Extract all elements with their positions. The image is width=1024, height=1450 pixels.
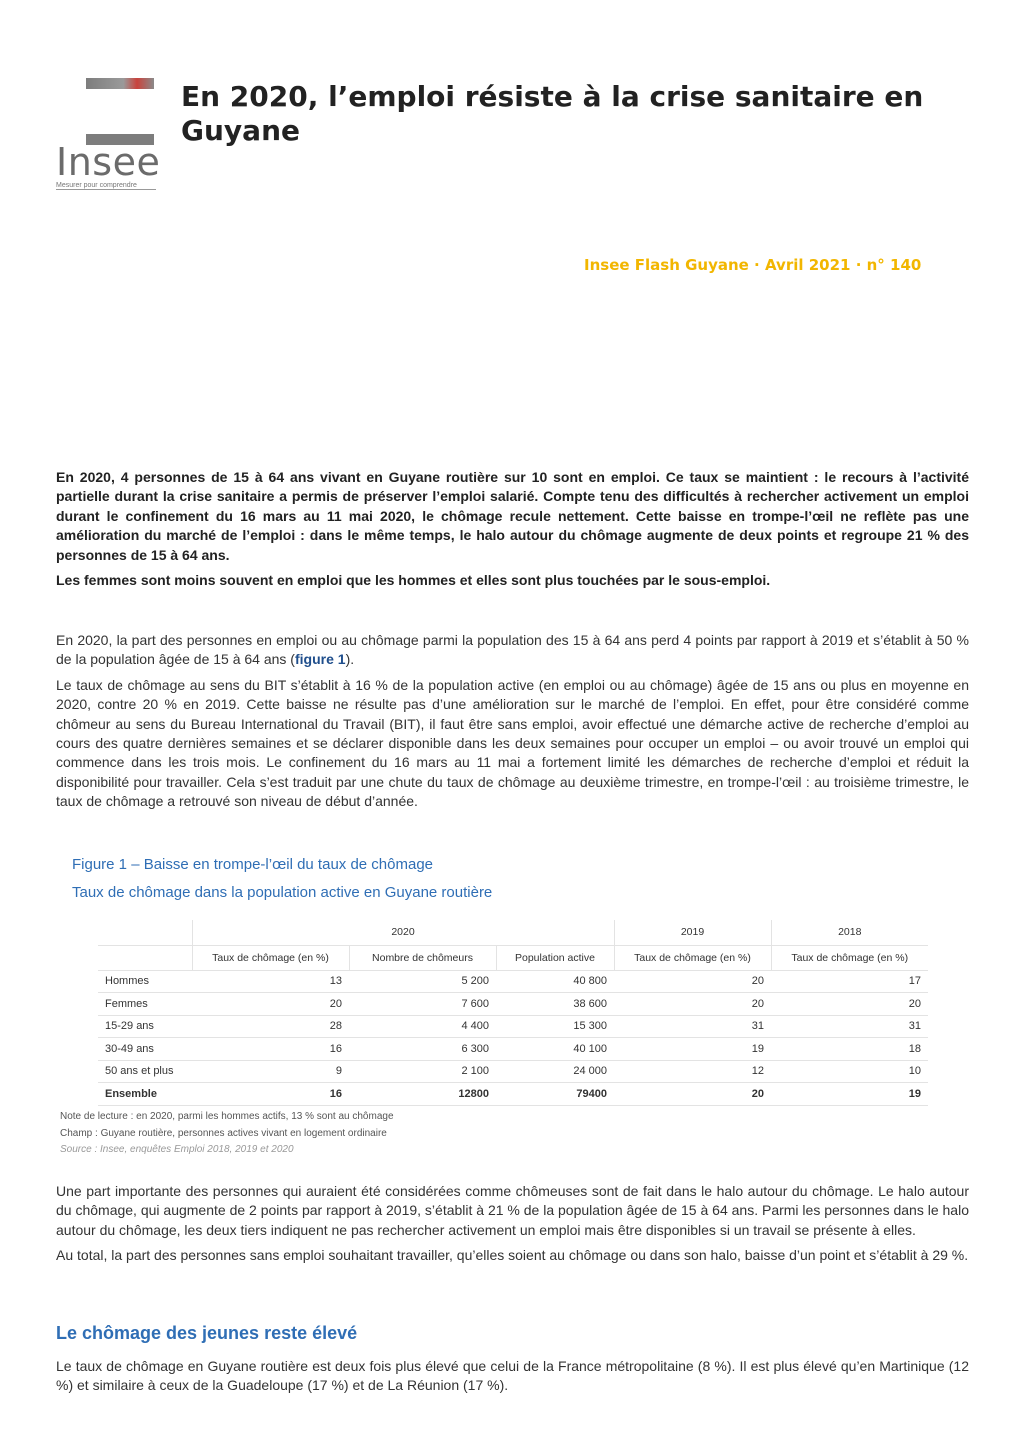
figure-notes	[60, 1109, 394, 1159]
table-cell: 40 100	[496, 1038, 614, 1061]
row-label: Ensemble	[98, 1083, 192, 1106]
body-section-3	[56, 1357, 969, 1396]
table-cell: 9	[192, 1060, 349, 1083]
row-label: 30-49 ans	[98, 1038, 192, 1061]
logo-bar-top	[86, 78, 154, 89]
table-cell: 7 600	[349, 993, 496, 1016]
table-cell: 12	[614, 1060, 771, 1083]
body-section-2	[56, 1182, 969, 1266]
table-cell: 6 300	[349, 1038, 496, 1061]
column-header: Taux de chômage (en %)	[771, 945, 928, 970]
table-cell: 79400	[496, 1083, 614, 1106]
table-cell: 31	[614, 1015, 771, 1038]
table-cell: 20	[614, 993, 771, 1016]
column-header: Population active	[496, 945, 614, 970]
table-cell: 12800	[349, 1083, 496, 1106]
table-cell: 4 400	[349, 1015, 496, 1038]
table-cell: 19	[771, 1083, 928, 1106]
insee-logo	[56, 78, 161, 196]
scope-note: Champ : Guyane routière, personnes actives vivant en logement ordinaire	[60, 1127, 387, 1139]
table-total-row	[98, 1083, 928, 1106]
table-cell: 19	[614, 1038, 771, 1061]
column-header: Taux de chômage (en %)	[614, 945, 771, 970]
table-cell: 16	[192, 1038, 349, 1061]
column-header: Taux de chômage (en %)	[192, 945, 349, 970]
table-cell: 20	[192, 993, 349, 1016]
table-cell: 40 800	[496, 970, 614, 993]
table-row	[98, 970, 928, 993]
table-cell: 17	[771, 970, 928, 993]
table-cell: 5 200	[349, 970, 496, 993]
body-paragraph: Le taux de chômage au sens du BIT s’établit à 16 % de la population active (en emploi ou au chômage) âgée de 15 ans ou plus en moyenne en 2020, contre 20 % en 2019. Cette baisse ne résulte pas d’une amélioration sur le marché de l’emploi. En effet, pour être considéré comme chômeur au sens du Bureau International du Travail (BIT), il faut être sans emploi, avoir effectué une démarche active de recherche d’emploi au cours des quatre dernières semaines et se déclarer disponible dans les deux semaines pour occuper un emploi – ou avoir trouvé un emploi qui commence dans les trois mois. Le confinement du 16 mars au 11 mai a fortement limité les démarches de recherche d’emploi et réduit la disponibilité pour travailler. Cela s’est traduit par une chute du taux de chômage au deuxième trimestre, en trompe-l’œil : au troisième trimestre, le taux de chômage a retrouvé son niveau de début d’année.	[56, 676, 969, 810]
table-cell: 24 000	[496, 1060, 614, 1083]
table-cell: 20	[614, 1083, 771, 1106]
summary-paragraph: Les femmes sont moins souvent en emploi que les hommes et elles sont plus touchées par le sous-emploi.	[56, 572, 771, 589]
body-paragraph: Au total, la part des personnes sans emploi souhaitant travailler, qu’elles soient au chômage ou dans son halo, baisse d’un point et s’établit à 29 %.	[56, 1247, 969, 1264]
table-row	[98, 1060, 928, 1083]
paragraph-end: ).	[345, 651, 355, 668]
section-heading: Le chômage des jeunes reste élevé	[56, 1323, 358, 1343]
table-cell: 13	[192, 970, 349, 993]
body-paragraph: Le taux de chômage en Guyane routière est deux fois plus élevé que celui de la France métropolitaine (8 %). Il est plus élevé qu’en Martinique (12 %) et similaire à ceux de la Guadeloupe (17 %) et de La Réunion (17 %).	[56, 1358, 969, 1394]
body-paragraph: Une part importante des personnes qui auraient été considérées comme chômeuses sont de fait dans le halo autour du chômage. Le halo autour du chômage, qui augmente de 2 points par rapport à 2019, s’établit à 21 % de la population âgée de 15 à 64 ans. Parmi les personnes dans le halo autour du chômage, les deux tiers indiquent ne pas rechercher activement un emploi mais être disponibles si un travail se présente à elles.	[56, 1183, 969, 1238]
logo-wordmark: Insee	[56, 140, 161, 184]
table-cell: 38 600	[496, 993, 614, 1016]
table-cell: 31	[771, 1015, 928, 1038]
table-corner	[98, 945, 192, 970]
table-row	[98, 1015, 928, 1038]
unemployment-table	[98, 920, 928, 1106]
table-cell: 16	[192, 1083, 349, 1106]
table-row	[98, 1038, 928, 1061]
source-note: Source : Insee, enquêtes Emploi 2018, 2019 et 2020	[60, 1144, 294, 1155]
logo-tagline: Mesurer pour comprendre	[56, 182, 156, 190]
table-cell: 20	[771, 993, 928, 1016]
table-cell: 15 300	[496, 1015, 614, 1038]
table-corner	[98, 920, 192, 945]
figure-1-link[interactable]: figure 1	[294, 651, 346, 668]
year-header: 2019	[614, 920, 771, 945]
paragraph-text: En 2020, la part des personnes en emploi ou au chômage parmi la population des 15 à 64 ans perd 4 points par rapport à 2019 et s’établit à 50 % de la population âgée de 15 à 64 ans (	[56, 632, 969, 668]
summary-paragraph: En 2020, 4 personnes de 15 à 64 ans vivant en Guyane routière sur 10 sont en emploi. Ce taux se maintient : le recours à l’activité partielle durant la crise sanitaire a permis de préserver l’emploi salarié. Compte tenu des difficultés à rechercher activement un emploi durant le confinement du 16 mars au 11 mai 2020, le chômage recule nettement. Cette baisse en trompe-l’œil ne reflète pas une amélioration du marché de l’emploi : dans le même temps, le halo autour du chômage augmente de deux points et regroupe 21 % des personnes de 15 à 64 ans.	[56, 469, 969, 563]
table-cell: 18	[771, 1038, 928, 1061]
year-header: 2020	[192, 920, 614, 945]
table-column-row	[98, 945, 928, 970]
row-label: Femmes	[98, 993, 192, 1016]
body-section-1	[56, 631, 969, 812]
row-label: 15-29 ans	[98, 1015, 192, 1038]
body-paragraph	[56, 631, 969, 670]
figure-title: Figure 1 – Baisse en trompe-l’œil du taux de chômage	[72, 856, 434, 873]
row-label: 50 ans et plus	[98, 1060, 192, 1083]
reading-note: Note de lecture : en 2020, parmi les hommes actifs, 13 % sont au chômage	[60, 1111, 394, 1122]
table-row	[98, 993, 928, 1016]
summary	[56, 468, 969, 590]
table-cell: 10	[771, 1060, 928, 1083]
publication-info: Insee Flash Guyane · Avril 2021 · n° 140	[584, 256, 922, 274]
year-header: 2018	[771, 920, 928, 945]
table-cell: 28	[192, 1015, 349, 1038]
table-cell: 20	[614, 970, 771, 993]
table-cell: 2 100	[349, 1060, 496, 1083]
page-title: En 2020, l’emploi résiste à la crise sanitaire en Guyane	[181, 80, 924, 147]
column-header: Nombre de chômeurs	[349, 945, 496, 970]
row-label: Hommes	[98, 970, 192, 993]
table-year-row	[98, 920, 928, 945]
figure-subtitle: Taux de chômage dans la population active en Guyane routière	[72, 884, 493, 901]
